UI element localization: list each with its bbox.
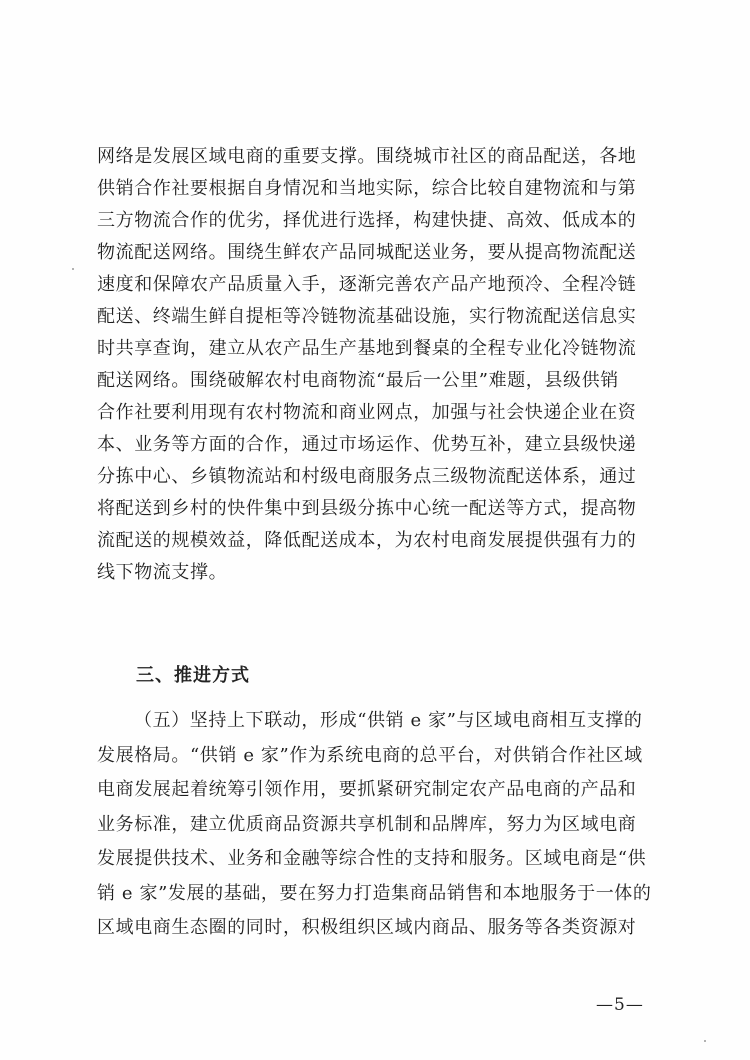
text-line: 将配送到乡村的快件集中到县级分拣中心统一配送等方式，提高物 <box>97 498 637 519</box>
page-number: —5— <box>596 995 644 1015</box>
text-line: 发展格局。“供销 e 家”作为系统电商的总平台，对供销合作社区域 <box>97 744 643 766</box>
text-line: 分拣中心、乡镇物流站和村级电商服务点三级物流配送体系，通过 <box>97 466 637 487</box>
text-line: 时共享查询，建立从农产品生产基地到餐桌的全程专业化冷链物流 <box>97 338 637 359</box>
text-line: 供销合作社要根据自身情况和当地实际，综合比较自建物流和与第 <box>97 178 637 199</box>
text-line: （五）坚持上下联动，形成“供销 e 家”与区域电商相互支撑的 <box>134 710 643 731</box>
text-line: 电商发展起着统筹引领作用，要抓紧研究制定农产品电商的产品和 <box>97 779 637 800</box>
scan-speck <box>72 268 74 270</box>
text-line: 三方物流合作的优劣，择优进行选择，构建快捷、高效、低成本的 <box>97 210 637 231</box>
scan-speck <box>704 1040 706 1042</box>
text-line: 网络是发展区域电商的重要支撑。围绕城市社区的商品配送，各地 <box>97 146 637 167</box>
text-line: 销 e 家”发展的基础，要在努力打造集商品销售和本地服务于一体的 <box>97 882 652 904</box>
text-line: 发展提供技术、业务和金融等综合性的支持和服务。区域电商是“供 <box>97 848 647 869</box>
text-line: 配送、终端生鲜自提柜等冷链物流基础设施，实行物流配送信息实 <box>97 306 637 327</box>
text-line: 合作社要利用现有农村物流和商业网点，加强与社会快递企业在资 <box>97 402 637 423</box>
text-line: 速度和保障农产品质量入手，逐渐完善农产品产地预冷、全程冷链 <box>97 274 637 295</box>
paragraph-body-2 <box>97 704 657 946</box>
text-line: 线下物流支撑。 <box>97 562 228 583</box>
text-line: 区域电商生态圈的同时，积极组织区域内商品、服务等各类资源对 <box>97 917 637 938</box>
paragraph-body <box>97 141 657 589</box>
text-line: 流配送的规模效益，降低配送成本，为农村电商发展提供强有力的 <box>97 530 637 551</box>
text-line: 本、业务等方面的合作，通过市场运作、优势互补，建立县级快递 <box>97 434 637 455</box>
text-line: 物流配送网络。围绕生鲜农产品同城配送业务，要从提高物流配送 <box>97 242 637 263</box>
text-line: 业务标准，建立优质商品资源共享机制和品牌库，努力为区域电商 <box>97 813 637 835</box>
text-line: 配送网络。围绕破解农村电商物流“最后一公里”难题，县级供销 <box>97 370 619 391</box>
section-heading: 三、推进方式 <box>136 665 250 686</box>
